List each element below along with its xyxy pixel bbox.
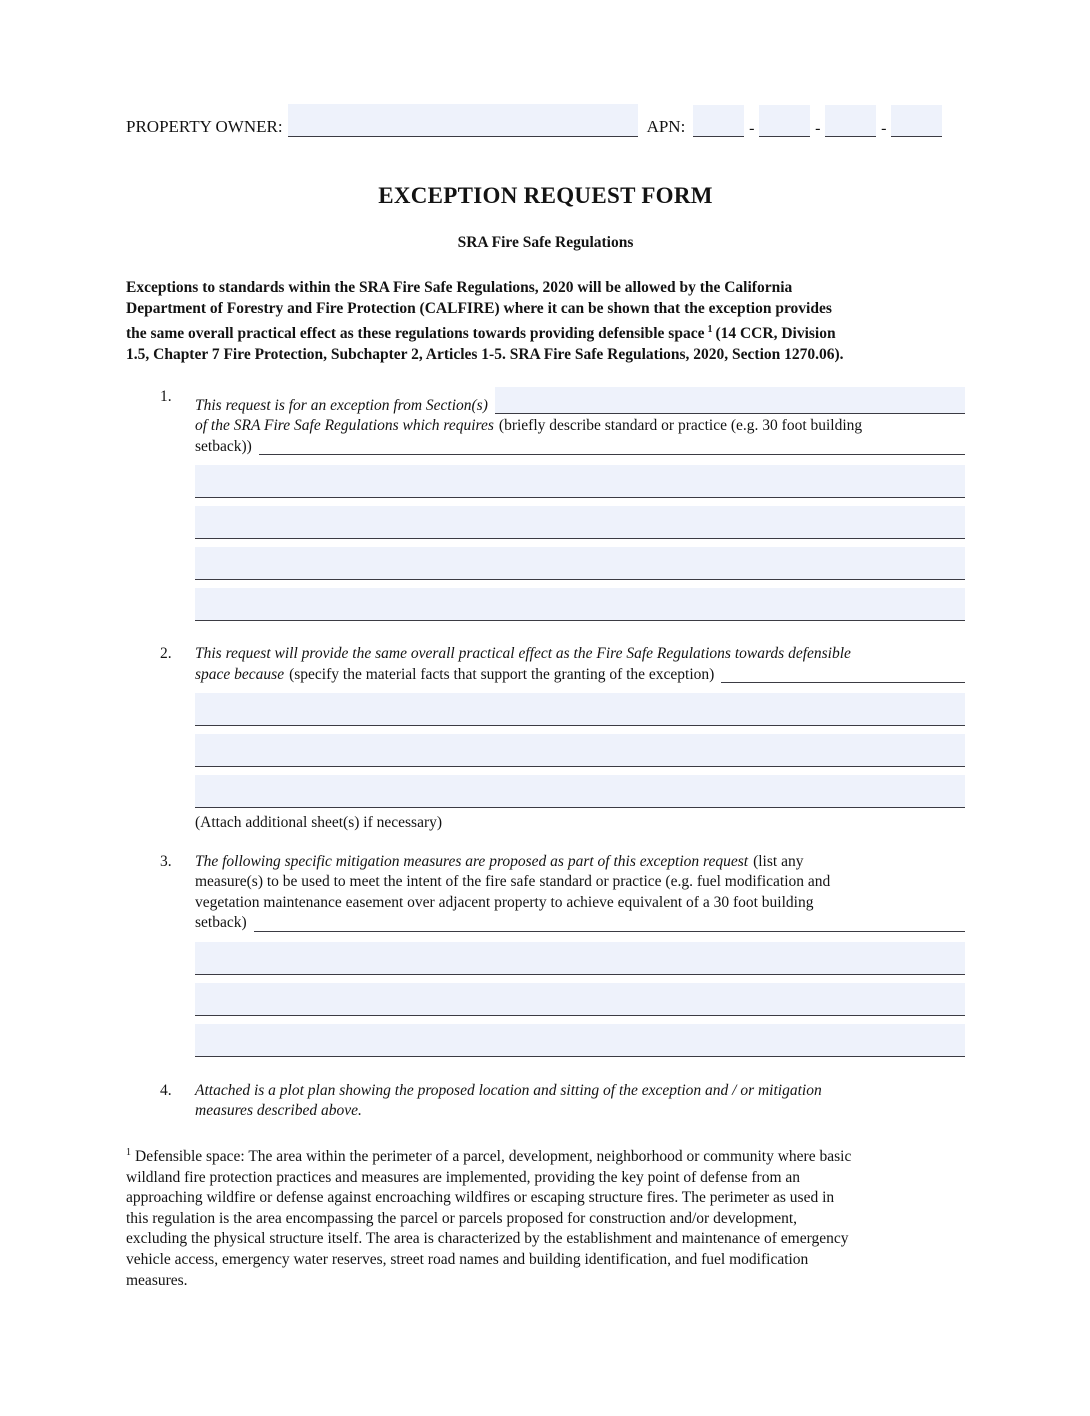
footnote-line: vehicle access, emergency water reserves, street road names and building identification, and fuel modification	[126, 1250, 809, 1268]
list-item-2	[126, 644, 965, 834]
item4-line1: Attached is a plot plan showing the proposed location and sitting of the exception and / or mitigation	[195, 1081, 822, 1099]
blank-writing-line	[721, 681, 965, 683]
apn-group	[647, 105, 943, 137]
intro-line: Department of Forestry and Fire Protection (CALFIRE) where it can be shown that the exception provides	[126, 299, 832, 317]
property-owner-input[interactable]	[288, 104, 638, 137]
footnote-line: approaching wildfire or defense against encroaching wildfires or escaping structure fires. The perimeter as used in	[126, 1189, 835, 1207]
item3-answer-line-2[interactable]	[195, 983, 965, 1016]
item1-answer-line-4[interactable]	[195, 588, 965, 621]
blank-writing-line	[254, 930, 965, 932]
list-item-1	[126, 387, 965, 621]
item2-answer-line-3[interactable]	[195, 775, 965, 808]
item2-line1: This request will provide the same overall practical effect as the Fire Safe Regulations towards defensible	[195, 645, 851, 663]
intro-paragraph	[126, 278, 965, 365]
item1-answer-line-1[interactable]	[195, 465, 965, 498]
intro-line: 1.5, Chapter 7 Fire Protection, Subchapter 2, Articles 1-5. SRA Fire Safe Regulations, 2020, Section 1270.06).	[126, 345, 844, 363]
list-item-4	[126, 1081, 965, 1122]
item3-line2: measure(s) to be used to meet the intent of the fire safe standard or practice (e.g. fuel modification and	[195, 873, 831, 891]
apn-separator: -	[815, 120, 821, 137]
footnote-line: this regulation is the area encompassing the parcel or parcels proposed for construction and/or development,	[126, 1209, 798, 1227]
footnote-line: wildland fire protection practices and measures are implemented, providing the key point of defense from an	[126, 1168, 801, 1186]
header-row	[126, 104, 965, 137]
blank-writing-line	[259, 453, 965, 455]
page-title: EXCEPTION REQUEST FORM	[378, 183, 713, 208]
item-number: 4.	[160, 1081, 172, 1099]
item3-line4: setback)	[195, 913, 965, 934]
item3-answer-line-3[interactable]	[195, 1024, 965, 1057]
footnote-line: excluding the physical structure itself. The area is characterized by the establishment and maintenance of emergency	[126, 1230, 849, 1248]
item3-line3: vegetation maintenance easement over adjacent property to achieve equivalent of a 30 foot building	[195, 893, 814, 911]
footnote-line: measures.	[126, 1271, 188, 1289]
item2-line2: space because (specify the material facts that support the granting of the exception)	[195, 665, 965, 686]
property-owner-label: PROPERTY OWNER:	[126, 117, 283, 136]
page-subtitle: SRA Fire Safe Regulations	[457, 234, 634, 251]
footnote	[126, 1143, 965, 1291]
intro-line: Exceptions to standards within the SRA Fire Safe Regulations, 2020 will be allowed by the California	[126, 279, 793, 296]
item-number: 1.	[160, 388, 172, 406]
apn-separator: -	[749, 120, 755, 137]
footnote-line: $^1$ Defensible space: The area within the perimeter of a parcel, development, neighborhood or community where basic	[126, 1146, 852, 1165]
intro-line: the same overall practical effect as these regulations towards providing defensible space $^1$ (14 CCR, Division	[126, 323, 836, 342]
item1-answer-line-3[interactable]	[195, 547, 965, 580]
item1-answer-line-2[interactable]	[195, 506, 965, 539]
item4-line2: measures described above.	[195, 1102, 362, 1120]
item1-line3: setback))	[195, 437, 965, 458]
apn-separator: -	[881, 120, 887, 137]
footnote-marker: 1	[126, 1146, 131, 1158]
section-number-input[interactable]	[495, 387, 965, 414]
apn-input-1[interactable]	[693, 105, 744, 137]
item1-line2: of the SRA Fire Safe Regulations which requires (briefly describe standard or practice (e.g. 30 foot building	[195, 417, 863, 435]
apn-input-4[interactable]	[891, 105, 942, 137]
apn-input-2[interactable]	[759, 105, 810, 137]
item1-line1: This request is for an exception from Section(s)	[195, 387, 965, 416]
apn-input-3[interactable]	[825, 105, 876, 137]
footnote-reference: 1	[707, 323, 713, 335]
item3-line1: The following specific mitigation measures are proposed as part of this exception request (list any	[195, 852, 804, 870]
item2-answer-line-1[interactable]	[195, 693, 965, 726]
apn-label: APN:	[646, 117, 686, 136]
attach-note: (Attach additional sheet(s) if necessary)	[195, 814, 443, 832]
item3-answer-line-1[interactable]	[195, 942, 965, 975]
item-number: 3.	[160, 852, 172, 870]
item-number: 2.	[160, 645, 172, 663]
list-item-3	[126, 852, 965, 1057]
numbered-list	[126, 387, 965, 1122]
item2-answer-line-2[interactable]	[195, 734, 965, 767]
